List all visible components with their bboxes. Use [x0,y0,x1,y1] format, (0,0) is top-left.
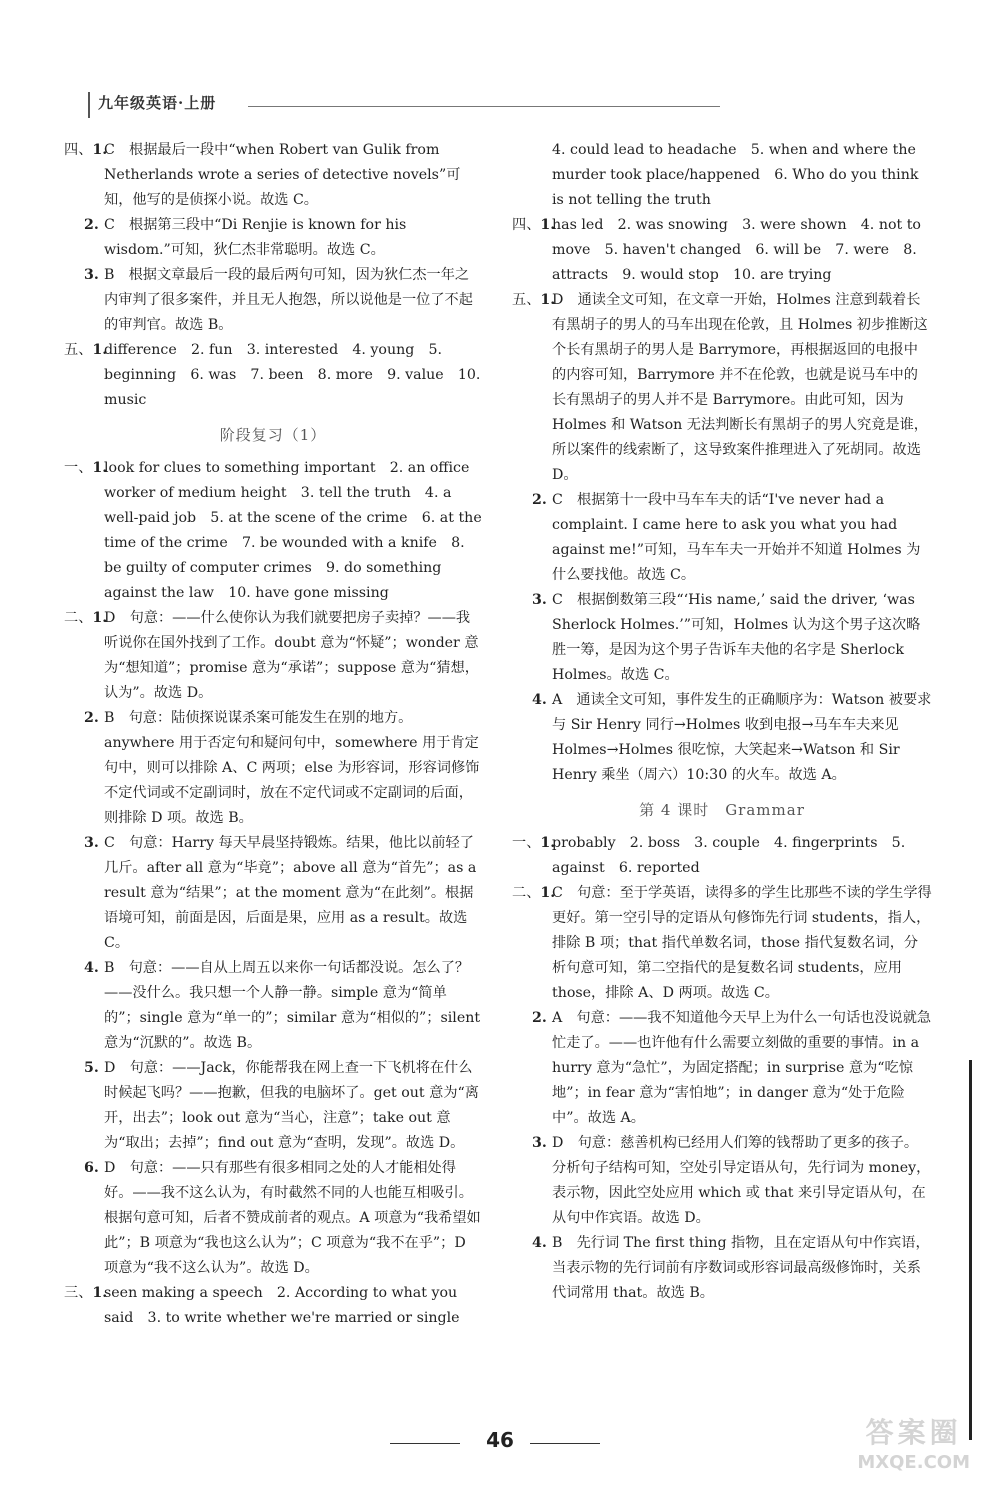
section-label: 二、 [512,885,541,901]
answer-number [512,288,555,313]
answer-item [512,288,932,488]
answer-text: D 通读全文可知，在文章一开始，Holmes 注意到载着长有黑胡子的男人的马车出现在伦敦，且 Holmes 初步推断这个长有黑胡子的男人是 Barrymore，再根据返回的电报中的内容可知，Barrymore 并不在伦敦，也就是说马车中的长有黑胡子的男人并不是 Barrymore。由此可知，因为 Holmes 和 Watson 无法判断长有黑胡子的男人究竟是谁，所以案件的线索断了，这导致案件推理进入了死胡同。故选 D。 [552,292,928,483]
section-label: 五、 [512,292,541,308]
answer-text: has led 2. was snowing 3. were shown 4. not to move 5. haven't changed 6. will be 7. were 8. attracts 9. would stop 10. are trying [552,217,921,283]
answer-number [84,831,99,856]
answer-number [532,1006,547,1031]
item-number: 1. [540,292,556,308]
page-number-line-right [530,1443,600,1444]
answer-text: C 根据第十一段中马车车夫的话“I've never had a complaint. I came here to ask you what you had against me!”可知，马车车夫一开始并不知道 Holmes 为什么要找他。故选 C。 [552,492,921,583]
answer-text: B 句意：陆侦探说谋杀案可能发生在别的地方。anywhere 用于否定句和疑问句中，somewhere 用于肯定句中，则可以排除 A、C 两项；else 为形容词，形容词修饰不定代词或不定副词时，放在不定代词或不定副词的后面，则排除 D 项。故选 B。 [104,710,480,826]
answer-text: seen making a speech 2. According to what you said 3. to write whether we're married or single [104,1285,460,1326]
answer-number [84,213,99,238]
section-title: 阶段复习（1） [219,426,327,444]
answer-item [64,956,482,1056]
section-label: 一、 [64,460,93,476]
answer-item [512,213,932,288]
answer-item [64,338,482,413]
header-rule [248,106,720,107]
answer-text: difference 2. fun 3. interested 4. young 5. beginning 6. was 7. been 8. more 9. value 10. music [104,342,481,408]
answer-text: D 句意：——什么使你认为我们就要把房子卖掉？——我听说你在国外找到了工作。doubt 意为“怀疑”；wonder 意为“想知道”；promise 意为“承诺”；suppose 意为“猜想，认为”。故选 D。 [104,610,479,701]
section-label: 四、 [512,217,541,233]
item-number: 3. [84,267,99,283]
answer-number [64,138,107,163]
answer-number [64,338,107,363]
answer-text: look for clues to something important 2. an office worker of medium height 3. tell the truth 4. a well-paid job 5. at the scene of the crime 6. at the time of the crime 7. be wounded with a knife 8. be guilty of computer crimes 9. do something against the law 10. have gone missing [104,460,482,601]
answer-item [512,1006,932,1131]
header-bar [88,92,90,118]
item-number: 6. [84,1160,99,1176]
answer-number [64,456,107,481]
answer-text: D 句意：——只有那些有很多相同之处的人才能相处得好。——我不这么认为，有时截然不同的人也能互相吸引。根据句意可知，后者不赞成前者的观点。A 项意为“我希望如此”；B 项意为“我也这么认为”；C 项意为“我不在乎”；D 项意为“我不这么认为”。故选 D。 [104,1160,481,1276]
item-number: 3. [84,835,99,851]
answer-item [512,588,932,688]
answer-text: B 先行词 The first thing 指物，且在定语从句中作宾语，当表示物的先行词前有序数词或形容词最高级修饰时，关系代词常用 that。故选 B。 [552,1235,930,1301]
answer-continuation [512,138,932,213]
answer-item [64,213,482,263]
answer-number [532,1231,547,1256]
section-label: 三、 [64,1285,93,1301]
answer-number [532,588,547,613]
answer-text: C 根据第三段中“Di Renjie is known for his wisdom.”可知，狄仁杰非常聪明。故选 C。 [104,217,407,258]
answer-text: C 句意：至于学英语，读得多的学生比那些不读的学生学得更好。第一空引导的定语从句修饰先行词 students，指人，排除 B 项；that 指代单数名词，those 指代复数名词，分析句意可知，第二空指代的是复数名词 students，应用 those，排除 A、D 两项。故选 C。 [552,885,932,1001]
page-edge [969,1060,972,1440]
answer-text: probably 2. boss 3. couple 4. fingerprints 5. against 6. reported [552,835,906,876]
answer-item [512,831,932,881]
watermark [857,1418,970,1478]
answer-number [532,688,547,713]
answer-item [64,1056,482,1156]
item-number: 1. [92,142,108,158]
answer-item [512,1231,932,1306]
item-number: 4. [532,1235,547,1251]
section-label: 五、 [64,342,93,358]
answer-number [84,706,99,731]
right-column [512,138,932,1306]
answer-text: C 根据倒数第三段“‘His name,’ said the driver, ‘was Sherlock Holmes.’”可知，Holmes 认为这个男子这次略胜一筹，是因为这个男子告诉车夫他的名字是 Sherlock Holmes。故选 C。 [552,592,921,683]
answer-number [532,488,547,513]
left-column [64,138,482,1331]
answer-item [64,138,482,213]
answer-text: A 句意：——我不知道他今天早上为什么一句话也没说就急忙走了。——也许他有什么需要立刻做的重要的事情。in a hurry 意为“急忙”，为固定搭配；in surprise 意为“吃惊地”；in fear 意为“害怕地”；in danger 意为“处于危险中”。故选 A。 [552,1010,932,1126]
answer-item [64,456,482,606]
item-number: 1. [92,1285,108,1301]
section-label: 四、 [64,142,93,158]
item-number: 1. [92,460,108,476]
item-number: 5. [84,1060,99,1076]
answer-number [84,956,99,981]
answer-text: A 通读全文可知，事件发生的正确顺序为：Watson 被要求与 Sir Henry 同行→Holmes 收到电报→马车车夫来见 Holmes→Holmes 很吃惊，大笑起来→Watson 和 Sir Henry 乘坐（周六）10:30 的火车。故选 A。 [552,692,932,783]
answer-text: B 根据文章最后一段的最后两句可知，因为狄仁杰一年之内审判了很多案件，并且无人抱怨，所以说他是一位了不起的审判官。故选 B。 [104,267,473,333]
answer-item [512,688,932,788]
page-number: 46 [486,1428,514,1452]
section-label: 二、 [64,610,93,626]
answer-item [512,488,932,588]
answer-number [532,1131,547,1156]
watermark-line2: MXQE.COM [857,1452,970,1473]
answer-number [512,881,555,906]
answer-item [64,606,482,706]
answer-number [512,831,555,856]
header-title: 九年级英语·上册 [98,94,217,112]
item-number: 1. [92,342,108,358]
item-number: 3. [532,592,547,608]
page-header [88,88,648,118]
item-number: 2. [84,217,99,233]
section-title: 第 4 课时 Grammar [639,801,805,819]
answer-item [64,831,482,956]
answer-item [64,1156,482,1281]
page-number-block [0,1428,1000,1452]
item-number: 4. [84,960,99,976]
item-number: 1. [92,610,108,626]
item-number: 3. [532,1135,547,1151]
answer-number [84,1156,99,1181]
answer-text: B 句意：——自从上周五以来你一句话都没说。怎么了？——没什么。我只想一个人静一静。simple 意为“简单的”；single 意为“单一的”；similar 意为“相似的”；silent 意为“沉默的”。故选 B。 [104,960,481,1051]
section-label: 一、 [512,835,541,851]
answer-item [64,706,482,831]
answer-item [64,1281,482,1331]
answer-text: 4. could lead to headache 5. when and where the murder took place/happened 6. Who do you think is not telling the truth [552,142,919,208]
answer-text: D 句意：慈善机构已经用人们筹的钱帮助了更多的孩子。分析句子结构可知，空处引导定语从句，先行词为 money，表示物，因此空处应用 which 或 that 来引导定语从句，在从句中作宾语。故选 D。 [552,1135,931,1226]
item-number: 1. [540,885,556,901]
page-number-line-left [390,1443,460,1444]
item-number: 1. [540,835,556,851]
answer-text: C 根据最后一段中“when Robert van Gulik from Netherlands wrote a series of detective novels”可知，他写的是侦探小说。故选 C。 [104,142,461,208]
answer-item [64,263,482,338]
watermark-line1: 答案圈 [865,1416,962,1449]
item-number: 1. [540,217,556,233]
item-number: 4. [532,692,547,708]
answer-item [512,881,932,1006]
item-number: 2. [84,710,99,726]
answer-number [64,1281,107,1306]
answer-text: C 句意：Harry 每天早晨坚持锻炼。结果，他比以前轻了几斤。after all 意为“毕竟”；above all 意为“首先”；as a result 意为“结果”；at the moment 意为“在此刻”。根据语境可知，前面是因，后面是果，应用 as a result。故选 C。 [104,835,477,951]
answer-number [512,213,555,238]
item-number: 2. [532,1010,547,1026]
answer-number [84,1056,99,1081]
item-number: 2. [532,492,547,508]
answer-number [64,606,107,631]
answer-item [512,1131,932,1231]
answer-number [84,263,99,288]
answer-text: D 句意：——Jack，你能帮我在网上查一下飞机将在什么时候起飞吗？——抱歉，但我的电脑坏了。get out 意为“离开，出去”；look out 意为“当心，注意”；take out 意为“取出；去掉”；find out 意为“查明，发现”。故选 D。 [104,1060,479,1151]
